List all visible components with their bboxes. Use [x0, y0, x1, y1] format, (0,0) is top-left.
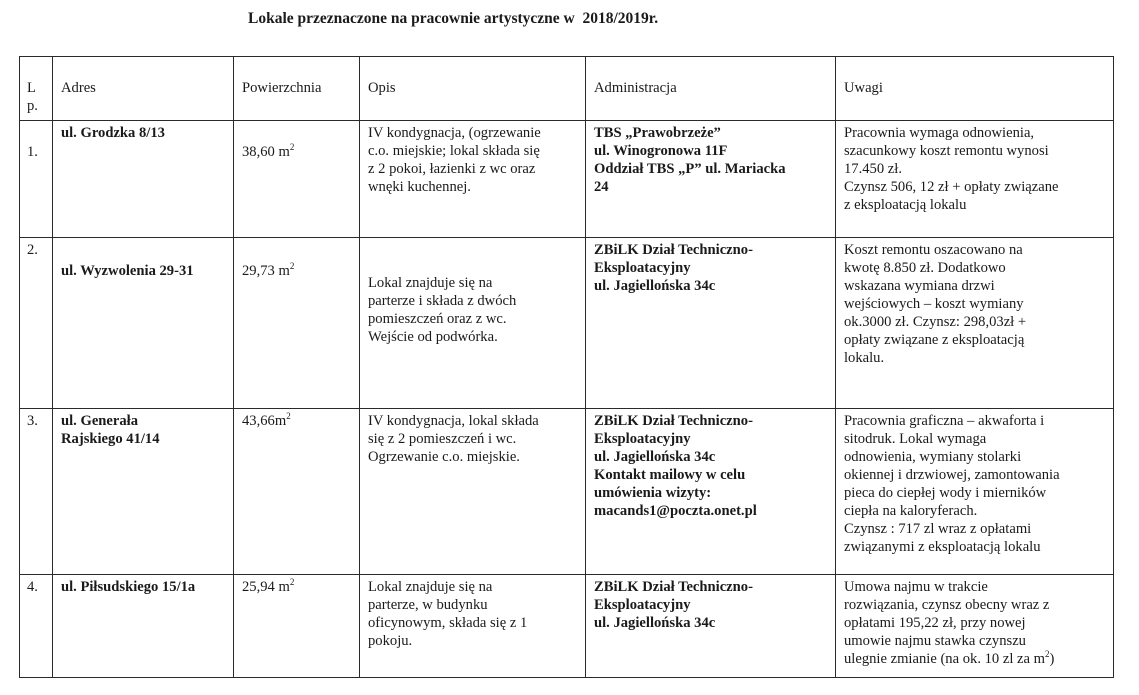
row-number: 1.: [27, 144, 38, 160]
row-number: 2.: [27, 242, 38, 258]
premises-table: [19, 56, 1114, 678]
table-header-row: [20, 57, 1114, 121]
header-powierzchnia-label: Powierzchnia: [242, 80, 322, 96]
area-unit-exponent: 2: [286, 411, 291, 421]
cell-opis: [360, 409, 586, 575]
opis-line: Lokal znajduje się na: [368, 275, 493, 291]
cell-adres: [53, 575, 234, 678]
opis-line: parterze i składa z dwóch: [368, 293, 517, 309]
header-opis-label: Opis: [368, 80, 396, 96]
uwagi-line: ok.3000 zł. Czynsz: 298,03zł +: [844, 314, 1027, 330]
header-adres: [53, 57, 234, 121]
opis-line: c.o. miejskie; lokal składa się: [368, 143, 540, 159]
header-adres-label: Adres: [61, 80, 96, 96]
administracja-line: ZBiLK Dział Techniczno-: [594, 242, 753, 258]
administracja-line: ul. Jagiellońska 34c: [594, 615, 716, 631]
cell-adres: [53, 409, 234, 575]
cell-lp: [20, 121, 53, 238]
opis-line: oficynowym, składa się z 1: [368, 615, 528, 631]
uwagi-line: Czynsz 506, 12 zł + opłaty związane: [844, 179, 1059, 195]
table-row: [20, 238, 1114, 409]
area-unit: m: [278, 144, 290, 160]
uwagi-line: rozwiązania, czynsz obecny wraz z: [844, 597, 1050, 613]
uwagi-line: Pracownia graficzna – akwaforta i: [844, 413, 1045, 429]
cell-administracja: [586, 409, 836, 575]
area-value: 43,66: [242, 413, 275, 429]
administracja-line: Kontakt mailowy w celu: [594, 467, 746, 483]
opis-line: IV kondygnacja, lokal składa: [368, 413, 539, 429]
header-administracja-label: Administracja: [594, 80, 677, 96]
administracja-line: ul. Jagiellońska 34c: [594, 278, 716, 294]
administracja-line: 24: [594, 179, 609, 195]
header-lp-line1: L: [27, 80, 36, 96]
opis-line: Wejście od podwórka.: [368, 329, 498, 345]
area-unit: m: [278, 263, 290, 279]
uwagi-text-end: ): [1049, 651, 1055, 667]
uwagi-line: Koszt remontu oszacowano na: [844, 242, 1023, 258]
area-unit-exponent: 2: [289, 142, 295, 152]
opis-line: parterze, w budynku: [368, 597, 488, 613]
cell-uwagi: [836, 238, 1114, 409]
uwagi-line: umowie najmu stawka czynszu: [844, 633, 1026, 649]
header-lp: [20, 57, 53, 121]
uwagi-line: opłaty związane z eksploatacją: [844, 332, 1025, 348]
uwagi-line: Umowa najmu w trakcie: [844, 579, 988, 595]
area-value: 29,73: [242, 263, 279, 279]
header-uwagi-label: Uwagi: [844, 80, 883, 96]
opis-line: z 2 pokoi, łazienki z wc oraz: [368, 161, 536, 177]
opis-line: pokoju.: [368, 633, 413, 649]
cell-powierzchnia: [234, 575, 360, 678]
administracja-line: ul. Winogronowa 11F: [594, 143, 728, 159]
opis-line: się z 2 pomieszczeń i wc.: [368, 431, 517, 447]
cell-lp: [20, 409, 53, 575]
cell-adres: [53, 238, 234, 409]
administracja-line: ZBiLK Dział Techniczno-: [594, 579, 753, 595]
adres-line: ul. Grodzka 8/13: [61, 125, 165, 141]
uwagi-line: [844, 650, 1106, 668]
cell-powierzchnia: [234, 121, 360, 238]
cell-powierzchnia: [234, 409, 360, 575]
uwagi-line: odnowienia, wymiany stolarki: [844, 449, 1022, 465]
opis-line: Ogrzewanie c.o. miejskie.: [368, 449, 520, 465]
uwagi-line: 17.450 zł.: [844, 161, 902, 177]
table-row: [20, 409, 1114, 575]
uwagi-line: kwotę 8.850 zł. Dodatkowo: [844, 260, 1006, 276]
uwagi-line: pieca do ciepłej wody i mierników: [844, 485, 1047, 501]
header-opis: [360, 57, 586, 121]
adres-line: ul. Wyzwolenia 29-31: [61, 263, 194, 279]
uwagi-line: Czynsz : 717 zl wraz z opłatami: [844, 521, 1032, 537]
table-row: [20, 575, 1114, 678]
uwagi-line: wejściowych – koszt wymiany: [844, 296, 1024, 312]
cell-opis: [360, 575, 586, 678]
uwagi-text: ulegnie zmianie (na ok. 10 zl za m: [844, 651, 1045, 667]
opis-line: IV kondygnacja, (ogrzewanie: [368, 125, 541, 141]
administracja-line: Eksploatacyjny: [594, 597, 691, 613]
uwagi-line: sitodruk. Lokal wymaga: [844, 431, 987, 447]
uwagi-line: ciepła na kaloryferach.: [844, 503, 978, 519]
cell-administracja: [586, 575, 836, 678]
administracja-line: TBS „Prawobrzeże”: [594, 125, 721, 141]
table-row: [20, 121, 1114, 238]
adres-line: ul. Generała: [61, 413, 139, 429]
opis-line: pomieszczeń oraz z wc.: [368, 311, 507, 327]
uwagi-line: szacunkowy koszt remontu wynosi: [844, 143, 1049, 159]
administracja-line: macands1@poczta.onet.pl: [594, 503, 757, 519]
unit-exponent: 2: [1045, 649, 1050, 659]
area-value: 25,94: [242, 579, 279, 595]
administracja-line: Eksploatacyjny: [594, 431, 691, 447]
cell-uwagi: [836, 121, 1114, 238]
uwagi-line: opłatami 195,22 zł, przy nowej: [844, 615, 1026, 631]
uwagi-line: z eksploatacją lokalu: [844, 197, 967, 213]
row-number: 3.: [27, 413, 38, 429]
cell-uwagi: [836, 575, 1114, 678]
uwagi-line: wskazana wymiana drzwi: [844, 278, 995, 294]
area-unit-exponent: 2: [289, 261, 295, 271]
cell-lp: [20, 238, 53, 409]
cell-lp: [20, 575, 53, 678]
area-unit: m: [278, 579, 290, 595]
cell-administracja: [586, 121, 836, 238]
administracja-line: Eksploatacyjny: [594, 260, 691, 276]
administracja-line: ZBiLK Dział Techniczno-: [594, 413, 753, 429]
cell-administracja: [586, 238, 836, 409]
administracja-line: ul. Jagiellońska 34c: [594, 449, 716, 465]
adres-line: ul. Piłsudskiego 15/1a: [61, 579, 196, 595]
cell-adres: [53, 121, 234, 238]
cell-opis: [360, 121, 586, 238]
document-title: Lokale przeznaczone na pracownie artystyczne w 2018/2019r.: [248, 10, 659, 27]
uwagi-line: Pracownia wymaga odnowienia,: [844, 125, 1035, 141]
header-lp-line2: p.: [27, 98, 38, 114]
area-unit: m: [274, 413, 287, 429]
uwagi-line: okiennej i drzwiowej, zamontowania: [844, 467, 1060, 483]
header-powierzchnia: [234, 57, 360, 121]
area-value: 38,60: [242, 144, 279, 160]
header-administracja: [586, 57, 836, 121]
administracja-line: Oddział TBS „P” ul. Mariacka: [594, 161, 786, 177]
administracja-line: umówienia wizyty:: [594, 485, 712, 501]
adres-line: Rajskiego 41/14: [61, 431, 160, 447]
area-unit-exponent: 2: [289, 577, 295, 587]
opis-line: Lokal znajduje się na: [368, 579, 493, 595]
cell-opis: [360, 238, 586, 409]
cell-uwagi: [836, 409, 1114, 575]
row-number: 4.: [27, 579, 38, 595]
uwagi-line: lokalu.: [844, 350, 885, 366]
header-uwagi: [836, 57, 1114, 121]
opis-line: wnęki kuchennej.: [368, 179, 471, 195]
uwagi-line: związanymi z eksploatacją lokalu: [844, 539, 1041, 555]
cell-powierzchnia: [234, 238, 360, 409]
